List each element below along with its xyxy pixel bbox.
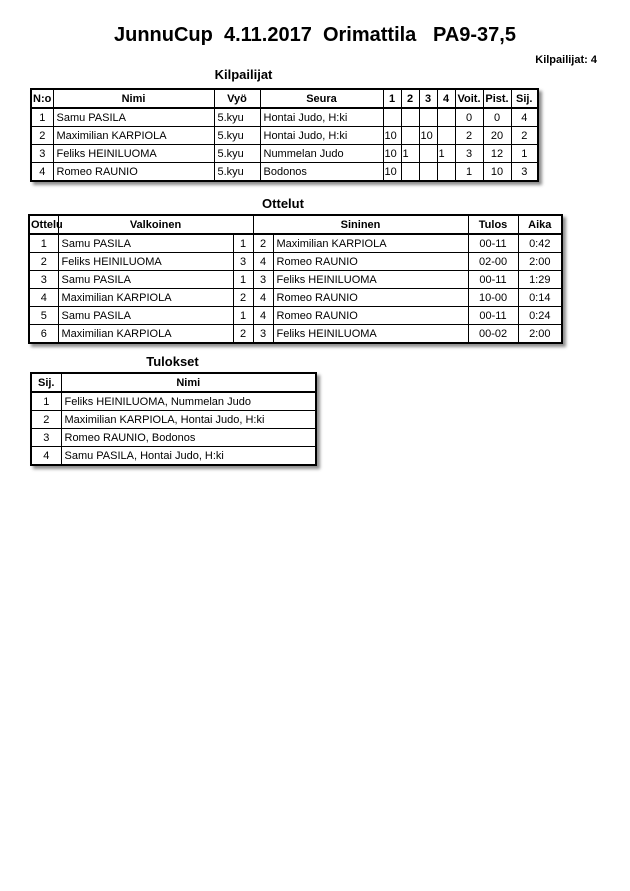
cell-sininen: Feliks HEINILUOMA <box>273 325 468 344</box>
cell-m4 <box>437 163 455 182</box>
table-header-row <box>31 89 538 108</box>
table-row <box>31 163 538 182</box>
cell-match-no: 6 <box>29 325 58 344</box>
col-header-m1: 1 <box>383 89 401 108</box>
cell-sij: 1 <box>511 145 538 163</box>
cell-m2 <box>401 127 419 145</box>
cell-no: 3 <box>31 145 53 163</box>
cell-m1: 10 <box>383 163 401 182</box>
col-header-no: N:o <box>31 89 53 108</box>
cell-match-no: 2 <box>29 253 58 271</box>
cell-sininen-num: 4 <box>253 307 273 325</box>
cell-voit: 2 <box>455 127 483 145</box>
cell-vyo: 5.kyu <box>214 145 260 163</box>
table-row <box>31 108 538 127</box>
cell-sininen-num: 4 <box>253 253 273 271</box>
col-header-nimi: Nimi <box>53 89 214 108</box>
cell-sininen-num: 2 <box>253 234 273 253</box>
cell-m4: 1 <box>437 145 455 163</box>
cell-tulos: 10-00 <box>468 289 518 307</box>
cell-valkoinen-num: 3 <box>233 253 253 271</box>
cell-valkoinen: Samu PASILA <box>58 307 233 325</box>
cell-valkoinen-num: 1 <box>233 271 253 289</box>
cell-match-no: 1 <box>29 234 58 253</box>
cell-m1 <box>383 108 401 127</box>
cell-nimi: Maximilian KARPIOLA, Hontai Judo, H:ki <box>61 411 316 429</box>
table-row <box>29 307 562 325</box>
cell-voit: 1 <box>455 163 483 182</box>
cell-sij: 4 <box>511 108 538 127</box>
table-row <box>31 127 538 145</box>
table-row <box>29 271 562 289</box>
cell-sij: 3 <box>31 429 61 447</box>
table-row <box>31 447 316 466</box>
cell-seura: Nummelan Judo <box>260 145 383 163</box>
table-row <box>29 253 562 271</box>
cell-m3: 10 <box>419 127 437 145</box>
col-header-pist: Pist. <box>483 89 511 108</box>
cell-valkoinen-num: 1 <box>233 307 253 325</box>
cell-sininen: Romeo RAUNIO <box>273 253 468 271</box>
cell-valkoinen-num: 1 <box>233 234 253 253</box>
cell-pist: 20 <box>483 127 511 145</box>
cell-m2: 1 <box>401 145 419 163</box>
cell-vyo: 5.kyu <box>214 108 260 127</box>
cell-pist: 0 <box>483 108 511 127</box>
col-header-sij: Sij. <box>511 89 538 108</box>
cell-tulos: 00-11 <box>468 271 518 289</box>
col-header-vyo: Vyö <box>214 89 260 108</box>
cell-seura: Bodonos <box>260 163 383 182</box>
cell-aika: 0:24 <box>518 307 562 325</box>
col-header-m3: 3 <box>419 89 437 108</box>
col-header-voit: Voit. <box>455 89 483 108</box>
tulokset-table <box>30 372 317 466</box>
cell-tulos: 00-11 <box>468 234 518 253</box>
col-header-nimi: Nimi <box>61 373 316 392</box>
cell-nimi: Feliks HEINILUOMA, Nummelan Judo <box>61 392 316 411</box>
cell-valkoinen: Feliks HEINILUOMA <box>58 253 233 271</box>
cell-nimi: Samu PASILA <box>53 108 214 127</box>
cell-aika: 2:00 <box>518 253 562 271</box>
cell-nimi: Romeo RAUNIO, Bodonos <box>61 429 316 447</box>
ottelut-table <box>28 214 563 344</box>
cell-match-no: 3 <box>29 271 58 289</box>
cell-no: 4 <box>31 163 53 182</box>
cell-sininen: Feliks HEINILUOMA <box>273 271 468 289</box>
kilpailijat-table <box>30 88 539 182</box>
col-header-seura: Seura <box>260 89 383 108</box>
cell-sininen-num: 3 <box>253 325 273 344</box>
cell-valkoinen: Maximilian KARPIOLA <box>58 325 233 344</box>
cell-valkoinen: Samu PASILA <box>58 234 233 253</box>
cell-valkoinen-num: 2 <box>233 325 253 344</box>
cell-aika: 1:29 <box>518 271 562 289</box>
cell-match-no: 5 <box>29 307 58 325</box>
col-header-tulos: Tulos <box>468 215 518 234</box>
cell-sininen-num: 4 <box>253 289 273 307</box>
cell-vyo: 5.kyu <box>214 163 260 182</box>
cell-vyo: 5.kyu <box>214 127 260 145</box>
cell-m4 <box>437 108 455 127</box>
table-row <box>29 234 562 253</box>
col-header-valkoinen: Valkoinen <box>58 215 253 234</box>
cell-nimi: Maximilian KARPIOLA <box>53 127 214 145</box>
participants-count-label: Kilpailijat: 4 <box>535 54 597 66</box>
cell-sij: 3 <box>511 163 538 182</box>
cell-m1: 10 <box>383 145 401 163</box>
cell-m3 <box>419 108 437 127</box>
col-header-ottelu: Ottelu <box>29 215 58 234</box>
cell-nimi: Samu PASILA, Hontai Judo, H:ki <box>61 447 316 466</box>
table-header-row <box>31 373 316 392</box>
cell-aika: 0:14 <box>518 289 562 307</box>
col-header-m4: 4 <box>437 89 455 108</box>
col-header-m2: 2 <box>401 89 419 108</box>
cell-valkoinen-num: 2 <box>233 289 253 307</box>
cell-no: 2 <box>31 127 53 145</box>
cell-tulos: 00-02 <box>468 325 518 344</box>
cell-nimi: Feliks HEINILUOMA <box>53 145 214 163</box>
cell-pist: 12 <box>483 145 511 163</box>
table-row <box>31 392 316 411</box>
cell-valkoinen: Samu PASILA <box>58 271 233 289</box>
cell-sininen-num: 3 <box>253 271 273 289</box>
cell-pist: 10 <box>483 163 511 182</box>
page-title: JunnuCup 4.11.2017 Orimattila PA9-37,5 <box>113 24 516 46</box>
cell-m3 <box>419 163 437 182</box>
cell-m2 <box>401 163 419 182</box>
cell-nimi: Romeo RAUNIO <box>53 163 214 182</box>
col-header-sij: Sij. <box>31 373 61 392</box>
table-row <box>31 429 316 447</box>
cell-match-no: 4 <box>29 289 58 307</box>
col-header-aika: Aika <box>518 215 562 234</box>
cell-sininen: Romeo RAUNIO <box>273 307 468 325</box>
cell-no: 1 <box>31 108 53 127</box>
table-header-row <box>29 215 562 234</box>
cell-valkoinen: Maximilian KARPIOLA <box>58 289 233 307</box>
cell-sij: 1 <box>31 392 61 411</box>
cell-aika: 0:42 <box>518 234 562 253</box>
cell-m2 <box>401 108 419 127</box>
table-row <box>29 289 562 307</box>
cell-seura: Hontai Judo, H:ki <box>260 108 383 127</box>
cell-sij: 2 <box>511 127 538 145</box>
kilpailijat-heading: Kilpailijat <box>214 67 273 82</box>
col-header-sininen: Sininen <box>253 215 468 234</box>
cell-sininen: Maximilian KARPIOLA <box>273 234 468 253</box>
cell-tulos: 02-00 <box>468 253 518 271</box>
table-row <box>31 411 316 429</box>
cell-tulos: 00-11 <box>468 307 518 325</box>
ottelut-heading: Ottelut <box>262 196 304 211</box>
cell-sij: 2 <box>31 411 61 429</box>
cell-aika: 2:00 <box>518 325 562 344</box>
cell-m1: 10 <box>383 127 401 145</box>
cell-voit: 3 <box>455 145 483 163</box>
tulokset-heading: Tulokset <box>146 354 199 369</box>
cell-m3 <box>419 145 437 163</box>
cell-sij: 4 <box>31 447 61 466</box>
table-row <box>29 325 562 344</box>
cell-voit: 0 <box>455 108 483 127</box>
cell-seura: Hontai Judo, H:ki <box>260 127 383 145</box>
cell-m4 <box>437 127 455 145</box>
cell-sininen: Romeo RAUNIO <box>273 289 468 307</box>
table-row <box>31 145 538 163</box>
